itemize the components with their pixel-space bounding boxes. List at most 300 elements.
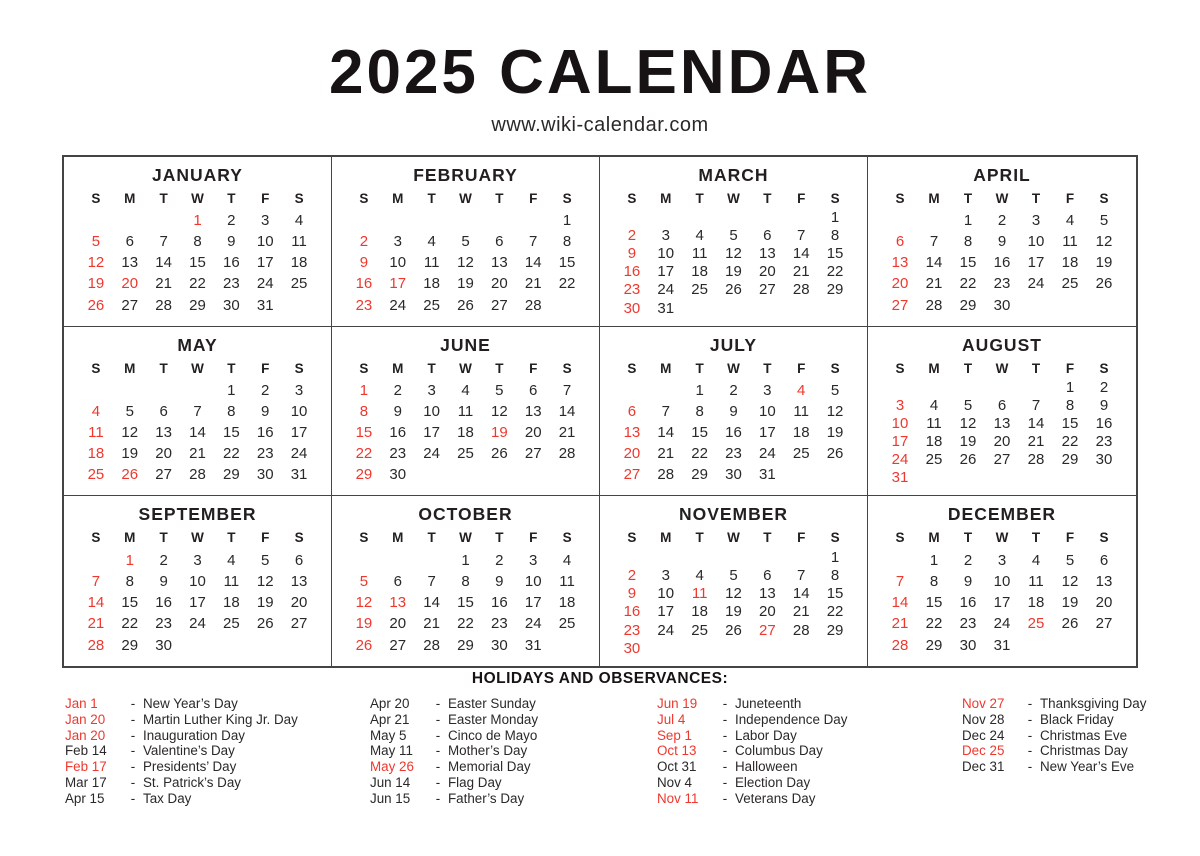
day-cell: 12 [256, 572, 274, 590]
weekday-label: T [495, 191, 504, 206]
day-cell: 22 [959, 275, 977, 293]
day-cell: 9 [261, 402, 270, 420]
holiday-dash: - [1027, 743, 1033, 759]
weekday-label: W [191, 530, 204, 546]
day-cell: 4 [461, 381, 470, 399]
day-cell [683, 209, 717, 226]
holiday-date: Apr 20 [370, 696, 410, 711]
day-cell: 13 [290, 572, 308, 590]
day-cell: 24 [389, 296, 407, 314]
day-cell: 12 [355, 594, 373, 612]
day-cell: 30 [491, 636, 508, 654]
day-cell: 3 [997, 551, 1007, 569]
day-cell: 13 [759, 245, 776, 263]
holiday-name: Easter Monday [448, 711, 539, 727]
day-cell: 19 [121, 445, 139, 463]
day-cell: 26 [826, 445, 844, 463]
day-cell: 4 [695, 227, 704, 245]
weekday-header-row [347, 191, 584, 206]
day-cell: 30 [993, 296, 1011, 314]
weekday-label: W [995, 360, 1009, 376]
day-cell [113, 212, 147, 229]
day-cell: 28 [891, 636, 909, 654]
week-row [347, 573, 584, 590]
holiday-entry [370, 775, 538, 791]
holiday-entry [370, 743, 538, 759]
day-cell: 11 [793, 402, 809, 420]
day-cell: 8 [562, 233, 572, 251]
day-cell: 12 [725, 245, 742, 263]
day-cell [883, 379, 917, 396]
week-row [79, 594, 316, 611]
weekday-label: T [1031, 360, 1041, 376]
day-cell: 6 [393, 572, 402, 590]
holiday-date: Apr 21 [370, 711, 410, 727]
holiday-entry [657, 759, 847, 775]
day-cell: 10 [1027, 233, 1045, 251]
day-cell: 23 [155, 615, 172, 633]
weekday-label: T [763, 530, 772, 546]
day-cell: 27 [121, 296, 139, 314]
day-cell: 29 [1061, 451, 1079, 469]
weekday-label: F [797, 530, 806, 546]
day-cell: 28 [189, 466, 206, 484]
day-cell: 15 [826, 245, 844, 263]
day-cell: 21 [189, 445, 206, 463]
day-cell: 4 [929, 396, 939, 414]
day-cell: 14 [155, 254, 172, 272]
day-cell: 8 [227, 402, 236, 420]
day-cell: 29 [925, 636, 943, 654]
day-cell: 12 [1061, 572, 1079, 590]
week-row [79, 637, 316, 654]
day-cell: 4 [797, 381, 806, 399]
day-cell: 23 [389, 445, 407, 463]
weekday-label: W [727, 191, 740, 206]
weekday-label: T [427, 530, 436, 546]
holiday-entry [65, 791, 298, 807]
day-cell: 1 [830, 548, 840, 566]
day-cell: 4 [427, 233, 436, 251]
day-cell: 6 [495, 233, 504, 251]
week-row [79, 297, 316, 314]
day-cell [818, 300, 852, 317]
day-cell [449, 466, 483, 483]
day-cell [516, 466, 550, 483]
day-cell: 31 [290, 466, 308, 484]
week-row [79, 212, 316, 229]
day-cell: 9 [1099, 396, 1109, 414]
day-cell: 18 [925, 433, 943, 451]
day-cell: 13 [491, 254, 508, 272]
holiday-date: Mar 17 [65, 774, 107, 790]
day-cell: 25 [792, 445, 810, 463]
day-cell: 7 [91, 572, 101, 590]
week-row [79, 254, 316, 271]
day-cell: 13 [1095, 572, 1113, 590]
day-cell: 11 [1062, 233, 1078, 251]
day-cell: 30 [623, 639, 641, 657]
holiday-name: Inauguration Day [143, 727, 245, 743]
day-cell: 7 [159, 233, 168, 251]
day-cell: 1 [359, 381, 369, 399]
weekday-label: S [1099, 530, 1109, 546]
day-cell: 22 [457, 615, 474, 633]
holiday-dash: - [435, 711, 441, 727]
day-cell [181, 637, 215, 654]
day-cell: 21 [792, 263, 810, 281]
weekday-label: M [392, 360, 404, 376]
day-cell: 17 [423, 423, 440, 441]
day-cell: 18 [1061, 254, 1079, 272]
week-row [347, 382, 584, 399]
week-row [615, 209, 852, 226]
day-cell: 9 [627, 245, 637, 263]
day-cell: 21 [87, 615, 105, 633]
day-cell [181, 382, 215, 399]
weekday-header-row [79, 361, 316, 376]
site-url: www.wiki-calendar.com [491, 114, 709, 136]
weekday-label: F [261, 530, 270, 546]
day-cell [347, 212, 381, 229]
day-cell: 27 [290, 615, 308, 633]
day-cell: 17 [657, 263, 675, 281]
day-cell: 11 [88, 423, 104, 441]
day-cell: 1 [227, 381, 236, 399]
day-cell: 11 [926, 414, 942, 432]
weekday-label: T [763, 360, 772, 376]
day-cell: 1 [461, 551, 470, 569]
day-cell: 20 [155, 445, 172, 463]
holiday-dash: - [1027, 711, 1033, 727]
day-cell: 3 [427, 381, 436, 399]
holiday-dash: - [130, 696, 136, 711]
day-cell: 17 [759, 423, 776, 441]
day-cell: 20 [1095, 594, 1113, 612]
day-cell [649, 640, 683, 657]
week-row [615, 603, 852, 620]
day-cell: 25 [1027, 615, 1045, 633]
day-cell: 19 [826, 423, 844, 441]
day-cell: 14 [524, 254, 542, 272]
weekday-label: M [928, 530, 940, 546]
weekday-label: T [763, 191, 772, 206]
weekday-label: T [227, 530, 236, 546]
day-cell [516, 212, 550, 229]
holiday-name: New Year’s Day [143, 696, 238, 711]
holiday-name: Presidents’ Day [143, 759, 237, 775]
day-cell: 14 [925, 254, 943, 272]
day-cell: 28 [1027, 451, 1045, 469]
day-cell [883, 552, 917, 569]
day-cell: 15 [121, 594, 139, 612]
day-cell [147, 382, 181, 399]
day-cell: 29 [223, 466, 240, 484]
holiday-date: Apr 15 [65, 790, 105, 806]
day-cell [951, 379, 985, 396]
day-cell: 18 [792, 423, 810, 441]
month-cell-july [600, 327, 868, 497]
holiday-entry [65, 775, 298, 791]
weekday-label: S [830, 191, 840, 206]
holiday-name: Election Day [735, 774, 811, 790]
day-cell: 19 [355, 615, 373, 633]
day-cell: 12 [87, 254, 105, 272]
holiday-dash: - [1027, 727, 1033, 743]
holiday-date: Oct 31 [657, 759, 697, 775]
day-cell: 28 [524, 296, 542, 314]
day-cell: 24 [290, 445, 308, 463]
weekday-label: M [392, 530, 404, 546]
day-cell: 3 [895, 396, 905, 414]
weekday-label: S [1099, 191, 1109, 206]
day-cell [615, 209, 649, 226]
week-row [347, 445, 584, 462]
holiday-dash: - [435, 696, 441, 711]
holiday-dash: - [130, 774, 136, 790]
weekday-label: F [261, 191, 270, 206]
weekday-label: T [695, 360, 704, 376]
weekday-label: T [427, 191, 436, 206]
day-cell: 5 [830, 381, 840, 399]
week-row [347, 594, 584, 611]
holiday-name: Cinco de Mayo [448, 727, 538, 743]
day-cell: 24 [524, 615, 542, 633]
holiday-name: New Year’s Eve [1040, 759, 1135, 775]
day-cell: 22 [691, 445, 708, 463]
holiday-entry [65, 696, 298, 712]
day-cell: 22 [355, 445, 373, 463]
week-row [883, 212, 1121, 229]
day-cell: 3 [529, 551, 538, 569]
day-cell: 4 [695, 566, 704, 584]
day-cell: 20 [389, 615, 407, 633]
day-cell: 15 [1061, 414, 1079, 432]
day-cell: 15 [223, 423, 240, 441]
day-cell: 2 [627, 566, 637, 584]
day-cell: 5 [729, 566, 738, 584]
day-cell: 3 [763, 381, 772, 399]
day-cell: 2 [963, 551, 973, 569]
day-cell: 3 [193, 551, 202, 569]
day-cell: 1 [929, 551, 939, 569]
holiday-dash: - [722, 759, 728, 775]
day-cell: 30 [623, 299, 641, 317]
weekday-header-row [883, 361, 1121, 376]
weekday-label: S [627, 360, 637, 376]
day-cell: 26 [1061, 615, 1079, 633]
holiday-dash: - [435, 790, 441, 806]
holiday-entry [962, 712, 1146, 728]
day-cell: 14 [87, 594, 105, 612]
day-cell: 23 [623, 281, 641, 299]
holiday-name: Martin Luther King Jr. Day [143, 711, 298, 727]
holiday-name: Father’s Day [448, 790, 525, 806]
weekday-label: W [191, 360, 204, 376]
holiday-date: Jul 4 [657, 711, 686, 727]
page-title: 2025 CALENDAR [328, 38, 872, 107]
day-cell: 26 [1095, 275, 1113, 293]
week-row [883, 233, 1121, 250]
weekday-header-row [79, 191, 316, 206]
day-cell: 26 [491, 445, 508, 463]
holiday-entry [962, 696, 1146, 712]
day-cell: 27 [389, 636, 407, 654]
day-cell [784, 640, 818, 657]
day-cell: 16 [725, 423, 742, 441]
day-cell [482, 466, 516, 483]
day-cell: 31 [993, 636, 1011, 654]
day-cell: 6 [1099, 551, 1109, 569]
day-cell: 6 [763, 227, 772, 245]
week-row [615, 622, 852, 639]
day-cell: 9 [227, 233, 236, 251]
day-cell [79, 552, 113, 569]
day-cell: 7 [929, 233, 939, 251]
week-row [347, 637, 584, 654]
weekday-label: M [660, 191, 672, 206]
day-cell: 13 [121, 254, 139, 272]
weekday-header-row [79, 530, 316, 545]
day-cell [79, 382, 113, 399]
day-cell: 2 [159, 551, 168, 569]
day-cell [1053, 469, 1087, 486]
day-cell: 22 [121, 615, 139, 633]
day-cell: 24 [657, 281, 675, 299]
day-cell [147, 212, 181, 229]
month-title: DECEMBER [947, 504, 1057, 525]
day-cell: 17 [256, 254, 274, 272]
weekday-label: M [124, 360, 136, 376]
day-cell [784, 300, 818, 317]
day-cell: 25 [290, 275, 308, 293]
day-cell: 25 [558, 615, 576, 633]
day-cell: 7 [193, 402, 202, 420]
day-cell: 31 [256, 296, 274, 314]
weekday-header-row [615, 361, 852, 376]
holiday-name: Christmas Eve [1040, 727, 1128, 743]
day-cell [381, 552, 415, 569]
day-cell: 10 [993, 572, 1011, 590]
day-cell: 3 [661, 227, 670, 245]
weekday-label: M [124, 530, 136, 546]
day-cell: 19 [457, 275, 474, 293]
weekday-header-row [883, 191, 1121, 206]
day-cell: 15 [691, 423, 708, 441]
holiday-date: Nov 11 [657, 790, 699, 806]
day-cell: 28 [87, 636, 105, 654]
month-weeks [615, 206, 852, 318]
holiday-entry [65, 743, 298, 759]
week-row [615, 640, 852, 657]
day-cell: 14 [423, 594, 440, 612]
day-cell: 27 [759, 281, 776, 299]
day-cell: 28 [558, 445, 576, 463]
weekday-label: F [797, 191, 806, 206]
day-cell: 23 [959, 615, 977, 633]
week-row [615, 382, 852, 399]
month-weeks [615, 376, 852, 488]
day-cell: 28 [925, 296, 943, 314]
day-cell: 17 [891, 433, 909, 451]
day-cell: 5 [91, 233, 101, 251]
weekday-label: S [895, 360, 905, 376]
month-title: MAY [177, 334, 218, 355]
day-cell: 8 [461, 572, 470, 590]
day-cell: 10 [759, 402, 776, 420]
week-row [79, 382, 316, 399]
holiday-dash: - [722, 774, 728, 790]
week-row [615, 300, 852, 317]
day-cell: 4 [91, 402, 101, 420]
day-cell: 8 [830, 227, 840, 245]
day-cell [482, 212, 516, 229]
day-cell: 18 [223, 594, 240, 612]
day-cell: 16 [959, 594, 977, 612]
week-row [347, 403, 584, 420]
day-cell: 3 [661, 566, 670, 584]
day-cell: 5 [1065, 551, 1075, 569]
weekday-label: S [359, 191, 369, 206]
day-cell [750, 549, 784, 566]
day-cell [1019, 469, 1053, 486]
day-cell [1053, 297, 1087, 314]
holiday-name: Flag Day [448, 774, 502, 790]
week-row [347, 552, 584, 569]
day-cell: 22 [223, 445, 240, 463]
day-cell: 20 [993, 433, 1011, 451]
weekday-label: M [660, 360, 672, 376]
weekday-label: T [695, 530, 704, 546]
day-cell [1019, 379, 1053, 396]
week-row [615, 466, 852, 483]
weekday-label: S [895, 191, 905, 206]
day-cell [917, 469, 951, 486]
week-row [615, 245, 852, 262]
holiday-name: Columbus Day [735, 743, 823, 759]
day-cell: 6 [997, 396, 1007, 414]
day-cell: 6 [294, 551, 304, 569]
day-cell [649, 549, 683, 566]
weekday-label: F [1065, 191, 1075, 206]
week-row [615, 445, 852, 462]
weekday-label: S [294, 191, 304, 206]
day-cell: 24 [189, 615, 206, 633]
day-cell: 18 [1027, 594, 1045, 612]
holiday-entry [962, 728, 1146, 744]
holiday-date: Jun 14 [370, 774, 411, 790]
day-cell [683, 640, 717, 657]
day-cell: 24 [256, 275, 274, 293]
weekday-label: T [159, 191, 168, 206]
day-cell: 30 [155, 636, 172, 654]
week-row [347, 615, 584, 632]
day-cell: 25 [925, 451, 943, 469]
day-cell: 1 [695, 381, 704, 399]
day-cell [717, 640, 751, 657]
day-cell [1087, 469, 1121, 486]
day-cell: 7 [797, 566, 806, 584]
day-cell: 16 [223, 254, 240, 272]
weekday-label: T [963, 360, 973, 376]
day-cell: 14 [1027, 414, 1045, 432]
day-cell: 1 [125, 551, 134, 569]
weekday-header-row [615, 530, 852, 545]
day-cell: 18 [691, 603, 708, 621]
day-cell: 3 [393, 233, 402, 251]
week-row [883, 637, 1121, 654]
week-row [883, 552, 1121, 569]
